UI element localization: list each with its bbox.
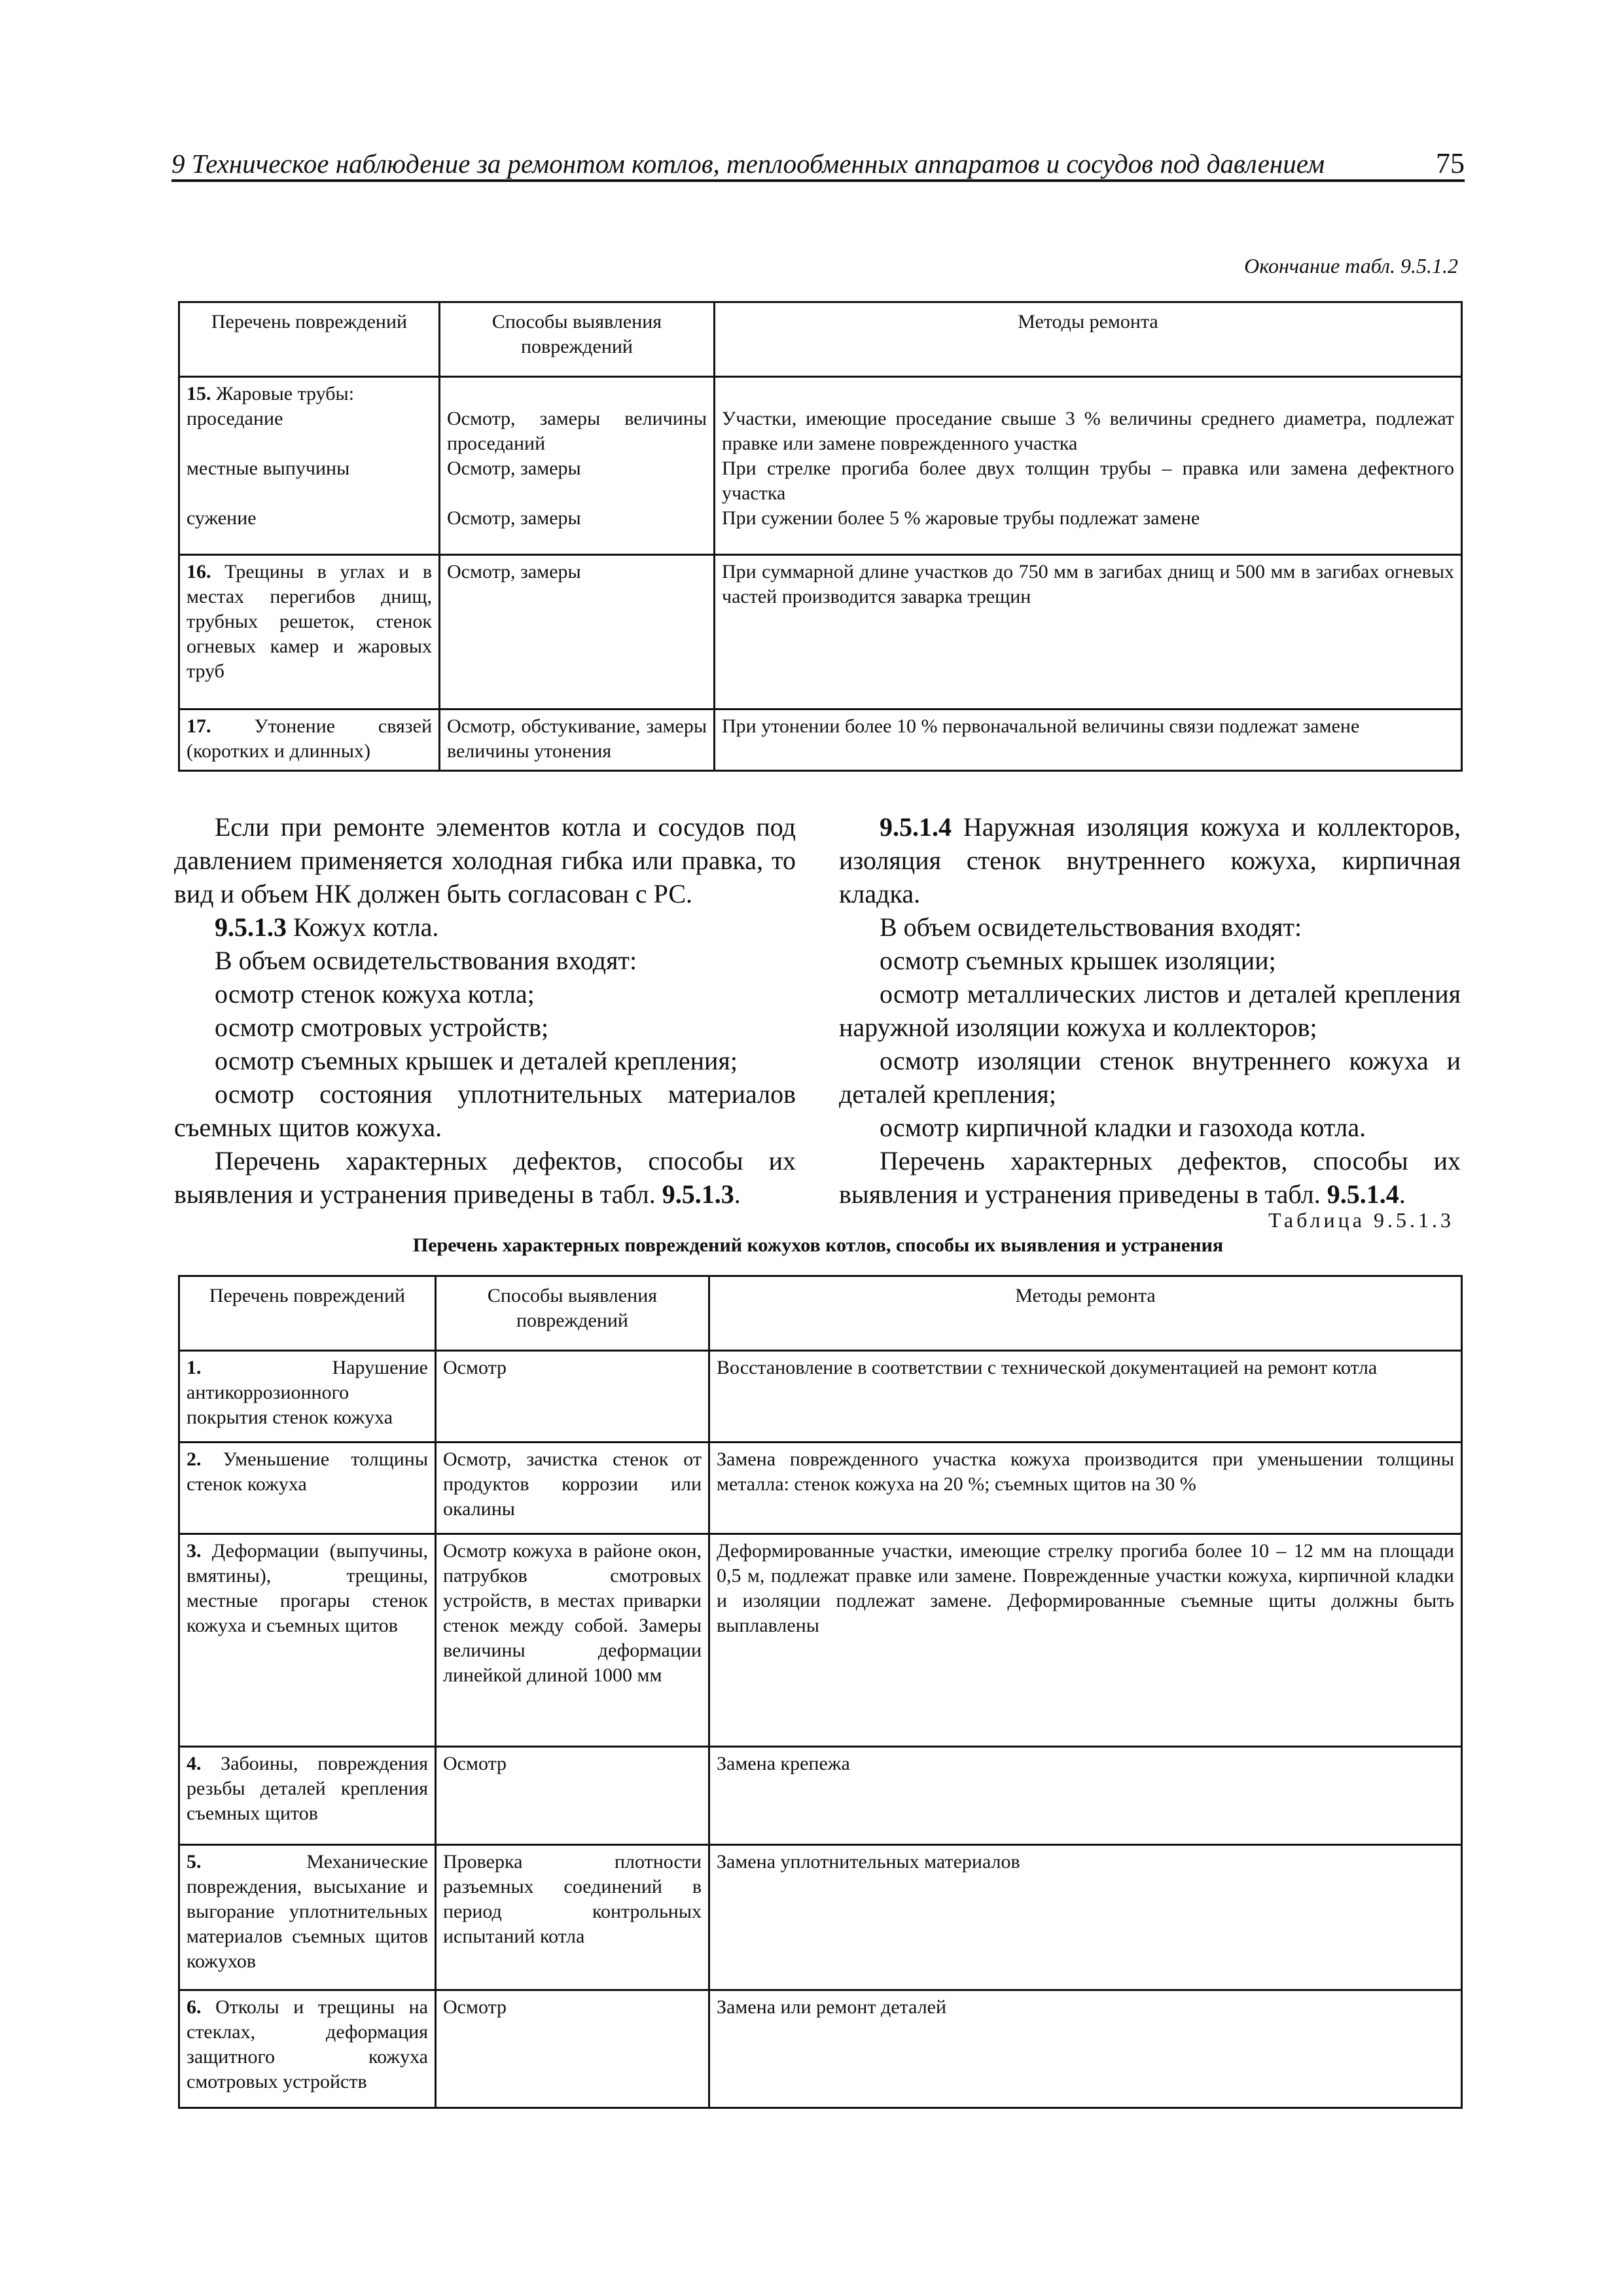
detection-cell: Осмотр, замеры	[440, 555, 715, 709]
column-header: Способы выявления повреждений	[440, 302, 715, 377]
paragraph: Если при ремонте элементов котла и сосудов под давлением применяется холодная гибка или правка, то вид и объем НК должен быть согласован с РС.	[174, 812, 796, 908]
detection-cell: Осмотр, зачистка стенок от продуктов коррозии или окалины	[436, 1443, 709, 1534]
table-title: Перечень характерных повреждений кожухов котлов, способы их выявления и устранения	[412, 1234, 1224, 1256]
table-header-row	[179, 1276, 1462, 1351]
repair-cell: Замена или ремонт деталей	[709, 1990, 1462, 2108]
damage-cell: 6. Отколы и трещины на стеклах, деформация защитного кожуха смотровых устройств	[179, 1990, 436, 2108]
detection-cell: Осмотр, обстукивание, замеры величины утонения	[440, 709, 715, 771]
table-row	[179, 377, 1462, 555]
table-row	[179, 1845, 1462, 1990]
list-item: осмотр металлических листов и деталей крепления наружной изоляции кожуха и коллекторов;	[839, 979, 1461, 1042]
repair-cell: Замена поврежденного участка кожуха производится при уменьшении толщины металла: стенок кожуха на 20 %; съемных щитов на 30 %	[709, 1443, 1462, 1534]
list-item: осмотр съемных крышек и деталей крепления;	[215, 1046, 738, 1075]
repair-cell: При утонении более 10 % первоначальной величины связи подлежат замене	[715, 709, 1462, 771]
repair-cell: Замена уплотнительных материалов	[709, 1845, 1462, 1990]
column-header: Методы ремонта	[709, 1276, 1462, 1351]
damage-cell: 16. Трещины в углах и в местах перегибов днищ, трубных решеток, стенок огневых камер и жаровых труб	[179, 555, 440, 709]
table-9-5-1-3	[178, 1275, 1463, 2109]
damage-cell: 17. Утонение связей (коротких и длинных)	[179, 709, 440, 771]
table-row	[179, 709, 1462, 771]
table-header-row	[179, 302, 1462, 377]
list-item: осмотр съемных крышек изоляции;	[880, 946, 1276, 975]
row-number: 15.	[187, 383, 211, 404]
detection-cell: Осмотр	[436, 1351, 709, 1443]
list-item: осмотр состояния уплотнительных материалов съемных щитов кожуха.	[174, 1079, 796, 1142]
right-text-column	[839, 810, 1461, 1211]
damage-cell: 3. Деформации (выпучины, вмятины), трещины, местные прогары стенок кожуха и съемных щитов	[179, 1534, 436, 1747]
list-item: осмотр изоляции стенок внутреннего кожуха и деталей крепления;	[839, 1046, 1461, 1109]
repair-cell: Участки, имеющие проседание свыше 3 % величины среднего диаметра, подлежат правке или замене поврежденного участка При стрелке прогиба более двух толщин трубы – правка или замена дефектного участка При сужении более 5 % жаровые трубы подлежат замене	[715, 377, 1462, 555]
section-heading: 9.5.1.4 Наружная изоляция кожуха и коллекторов, изоляция стенок внутреннего кожуха, кирпичная кладка.	[839, 812, 1461, 908]
detection-cell: Осмотр кожуха в районе окон, патрубков смотровых устройств, в местах приварки стенок между собой. Замеры величины деформации линейкой длиной 1000 мм	[436, 1534, 709, 1747]
detection-cell: Осмотр, замеры величины проседаний Осмотр, замеры Осмотр, замеры	[440, 377, 715, 555]
damage-cell: 4. Забоины, повреждения резьбы деталей крепления съемных щитов	[179, 1747, 436, 1845]
column-header: Методы ремонта	[715, 302, 1462, 377]
repair-cell: Деформированные участки, имеющие стрелку прогиба более 10 – 12 мм на площади 0,5 м, подлежат правке или замене. Поврежденные участки кожуха, кирпичной кладки и изоляции подлежат замене. Деформированные съемные щиты должны быть выплавлены	[709, 1534, 1462, 1747]
column-header: Перечень повреждений	[179, 302, 440, 377]
list-item: осмотр кирпичной кладки и газохода котла.	[880, 1113, 1366, 1142]
table-row	[179, 1351, 1462, 1443]
detection-cell: Осмотр	[436, 1990, 709, 2108]
repair-cell: При суммарной длине участков до 750 мм в загибах днищ и 500 мм в загибах огневых частей производится заварка трещин	[715, 555, 1462, 709]
table-row	[179, 1534, 1462, 1747]
section-heading: 9.5.1.3 Кожух котла.	[215, 912, 439, 942]
list-item: осмотр стенок кожуха котла;	[215, 979, 535, 1009]
table-continuation-label: Окончание табл. 9.5.1.2	[1244, 254, 1458, 278]
paragraph: В объем освидетельствования входят:	[215, 946, 637, 975]
paragraph: Перечень характерных дефектов, способы их выявления и устранения приведены в табл. 9.5.1.4.	[839, 1146, 1461, 1209]
column-header: Перечень повреждений	[179, 1276, 436, 1351]
damage-cell: 1. Нарушение антикоррозионного покрытия стенок кожуха	[179, 1351, 436, 1443]
table-row	[179, 555, 1462, 709]
damage-cell: 15. Жаровые трубы: проседание местные выпучины сужение	[179, 377, 440, 555]
running-header	[171, 139, 1465, 182]
table-9-5-1-2-end	[178, 301, 1463, 772]
repair-cell: Восстановление в соответствии с технической документацией на ремонт котла	[709, 1351, 1462, 1443]
running-title: 9 Техническое наблюдение за ремонтом котлов, теплообменных аппаратов и сосудов под давлением	[171, 149, 1325, 179]
table-row	[179, 1990, 1462, 2108]
list-item: осмотр смотровых устройств;	[215, 1013, 549, 1042]
table-row	[179, 1443, 1462, 1534]
detection-cell: Осмотр	[436, 1747, 709, 1845]
left-text-column	[174, 810, 796, 1211]
paragraph: В объем освидетельствования входят:	[880, 912, 1302, 942]
detection-cell: Проверка плотности разъемных соединений в период контрольных испытаний котла	[436, 1845, 709, 1990]
repair-cell: Замена крепежа	[709, 1747, 1462, 1845]
table-row	[179, 1747, 1462, 1845]
table-number-label: Таблица 9.5.1.3	[1268, 1208, 1454, 1232]
column-header: Способы выявления повреждений	[436, 1276, 709, 1351]
damage-cell: 2. Уменьшение толщины стенок кожуха	[179, 1443, 436, 1534]
damage-cell: 5. Механические повреждения, высыхание и выгорание уплотнительных материалов съемных щитов кожухов	[179, 1845, 436, 1990]
page-number: 75	[1436, 147, 1465, 179]
paragraph: Перечень характерных дефектов, способы их выявления и устранения приведены в табл. 9.5.1.3.	[174, 1146, 796, 1209]
